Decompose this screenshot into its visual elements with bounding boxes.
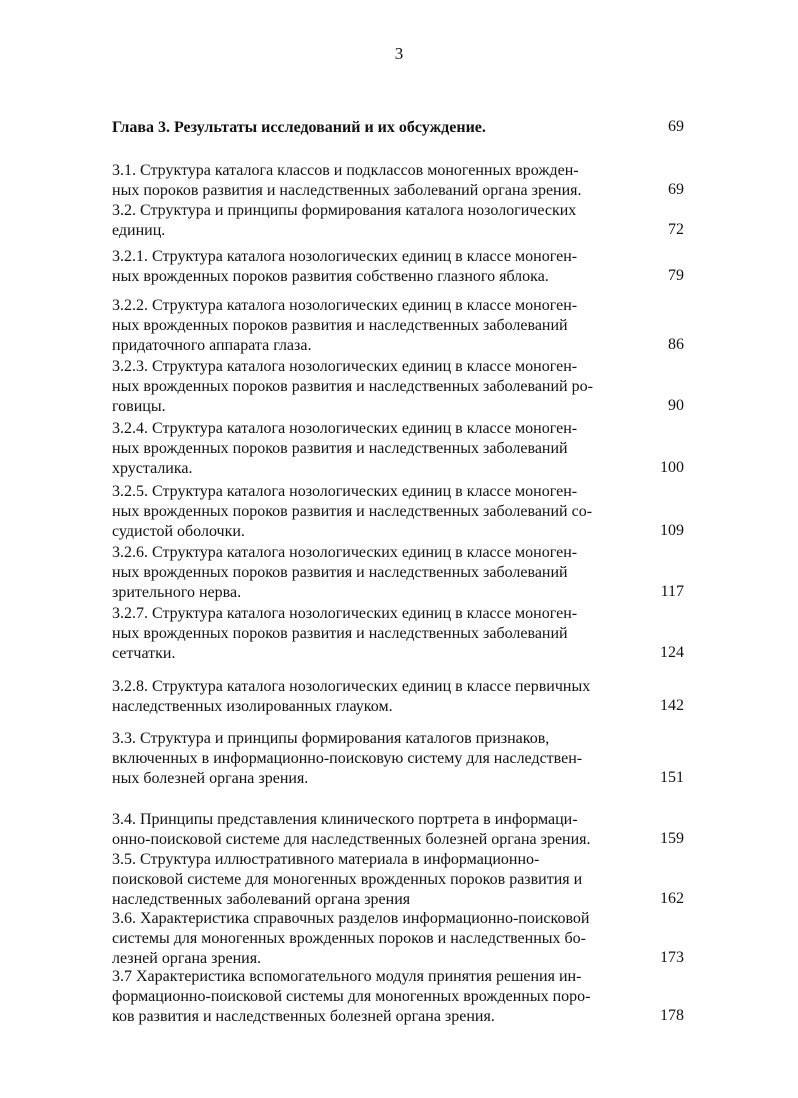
toc-page-number: 69 bbox=[668, 181, 684, 198]
toc-page-number: 117 bbox=[660, 583, 684, 600]
toc-line: 3.2.5. Структура каталога нозологических единиц в классе моноген- bbox=[112, 483, 578, 500]
toc-line: 3.2.4. Структура каталога нозологических единиц в классе моноген- bbox=[112, 420, 578, 437]
toc-line: 3.4. Принципы представления клинического портрета в информаци- bbox=[112, 811, 578, 828]
toc-line: ных врожденных пороков развития собственно глазного яблока. bbox=[112, 268, 549, 285]
toc-line: ных болезней органа зрения. bbox=[112, 770, 309, 787]
toc-entry bbox=[112, 161, 684, 201]
toc-line: 3.6. Характеристика справочных разделов информационно-поисковой bbox=[112, 910, 590, 927]
toc-entry bbox=[112, 543, 684, 603]
toc-line: ных врожденных пороков развития и наследственных заболеваний bbox=[112, 564, 568, 581]
toc-line: формационно-поисковой системы для моногенных врожденных поро- bbox=[112, 988, 591, 1005]
toc-line: ных врожденных пороков развития и наследственных заболеваний bbox=[112, 625, 568, 642]
toc-line: системы для моногенных врожденных пороков и наследственных бо- bbox=[112, 930, 586, 947]
toc-line: зрительного нерва. bbox=[112, 584, 242, 601]
toc-entry bbox=[112, 604, 684, 664]
toc-page-number: 79 bbox=[668, 267, 684, 284]
toc-line: единиц. bbox=[112, 222, 166, 239]
toc-line: ных врожденных пороков развития и наследственных заболеваний ро- bbox=[112, 378, 593, 395]
toc-page-number: 109 bbox=[660, 522, 684, 539]
toc-page-number: 173 bbox=[660, 949, 684, 966]
toc-line: ных пороков развития и наследственных заболеваний органа зрения. bbox=[112, 182, 582, 199]
toc-line: придаточного аппарата глаза. bbox=[112, 337, 312, 354]
toc-line: ных врожденных пороков развития и наследственных заболеваний bbox=[112, 317, 568, 334]
toc-entry bbox=[112, 677, 684, 717]
toc-page-number: 162 bbox=[660, 890, 684, 907]
toc-entry bbox=[112, 482, 684, 542]
toc-line: лезней органа зрения. bbox=[112, 950, 262, 967]
toc-line: 3.3. Структура и принципы формирования каталогов признаков, bbox=[112, 730, 550, 747]
toc-line: говицы. bbox=[112, 398, 166, 415]
toc-page-number: 90 bbox=[668, 397, 684, 414]
toc-page-number: 142 bbox=[660, 697, 684, 714]
toc-line: 3.5. Структура иллюстративного материала в информационно- bbox=[112, 851, 540, 868]
toc-chapter-heading bbox=[112, 118, 684, 138]
toc-entry bbox=[112, 201, 684, 241]
toc-entry bbox=[112, 419, 684, 479]
toc-line: ных врожденных пороков развития и наследственных заболеваний bbox=[112, 440, 568, 457]
toc-line: наследственных изолированных глауком. bbox=[112, 698, 393, 715]
toc-entry bbox=[112, 810, 684, 850]
toc-page-number: 124 bbox=[660, 644, 684, 661]
toc-entry bbox=[112, 296, 684, 356]
toc-line: ных врожденных пороков развития и наследственных заболеваний со- bbox=[112, 503, 593, 520]
toc-line: хрусталика. bbox=[112, 460, 193, 477]
toc-line: 3.2.8. Структура каталога нозологических единиц в классе первичных bbox=[112, 678, 591, 695]
page-number: 3 bbox=[394, 44, 404, 63]
toc-line: 3.2. Структура и принципы формирования каталога нозологических bbox=[112, 202, 577, 219]
toc-line: 3.2.6. Структура каталога нозологических единиц в классе моноген- bbox=[112, 544, 578, 561]
toc-page-number: 86 bbox=[668, 336, 684, 353]
toc-line: сетчатки. bbox=[112, 645, 176, 662]
toc-entry bbox=[112, 909, 684, 969]
toc-page-number: 178 bbox=[660, 1007, 684, 1024]
toc-entry bbox=[112, 967, 684, 1027]
toc-line: 3.7 Характеристика вспомогательного модуля принятия решения ин- bbox=[112, 968, 582, 985]
toc-page-number: 100 bbox=[660, 459, 684, 476]
toc-line: судистой оболочки. bbox=[112, 523, 245, 540]
toc-entry bbox=[112, 247, 684, 287]
toc-page-number: 72 bbox=[668, 221, 684, 238]
toc-line: Глава 3. Результаты исследований и их обсуждение. bbox=[112, 119, 486, 136]
toc-line: ков развития и наследственных болезней органа зрения. bbox=[112, 1008, 495, 1025]
toc-page-number: 159 bbox=[660, 830, 684, 847]
toc-line: 3.2.7. Структура каталога нозологических единиц в классе моноген- bbox=[112, 605, 578, 622]
toc-line: онно-поисковой системе для наследственных болезней органа зрения. bbox=[112, 831, 591, 848]
toc-entry bbox=[112, 850, 684, 910]
toc-line: 3.2.2. Структура каталога нозологических единиц в классе моноген- bbox=[112, 297, 578, 314]
toc-line: включенных в информационно-поисковую систему для наследствен- bbox=[112, 750, 583, 767]
toc-line: 3.1. Структура каталога классов и подклассов моногенных врожден- bbox=[112, 162, 579, 179]
toc-entry bbox=[112, 357, 684, 417]
toc-line: наследственных заболеваний органа зрения bbox=[112, 891, 411, 908]
toc-entry bbox=[112, 729, 684, 789]
toc-page-number: 151 bbox=[660, 769, 684, 786]
toc-line: 3.2.1. Структура каталога нозологических единиц в классе моноген- bbox=[112, 248, 578, 265]
toc-line: поисковой системе для моногенных врожденных пороков развития и bbox=[112, 871, 583, 888]
toc-page-number: 69 bbox=[668, 118, 684, 135]
toc-line: 3.2.3. Структура каталога нозологических единиц в классе моноген- bbox=[112, 358, 578, 375]
